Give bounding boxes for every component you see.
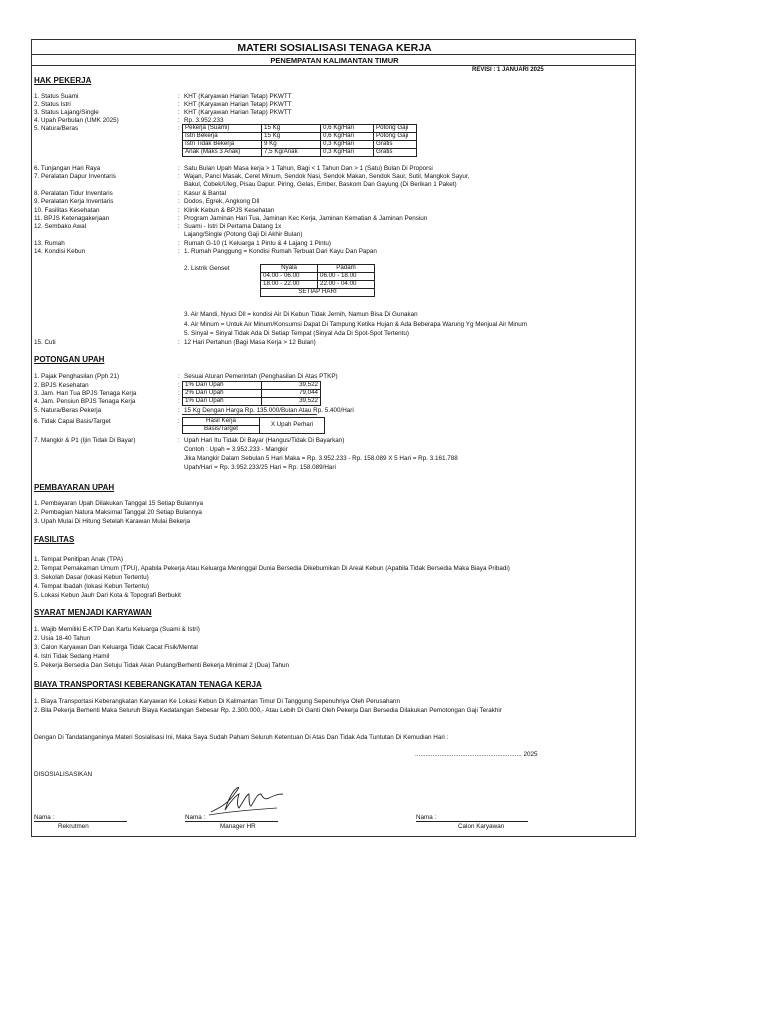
section-heading-potongan: POTONGAN UPAH (34, 355, 105, 364)
pembayaran-item: 2. Pembagian Natura Maksimal Tanggal 20 Setiap Bulannya (34, 509, 202, 516)
divider (32, 65, 635, 66)
genset-footer: SETIAP HARI (261, 289, 375, 297)
hak-label: 10. Fasilitas Kesehatan (34, 207, 100, 214)
kebun-item: 3. Air Mandi, Nyuci Dll = kondisi Air Di Kebun Tidak Jernih, Namun Bisa Di Gunakan (184, 311, 418, 318)
natura-cell: 9 Kg (262, 141, 321, 149)
target-formula (182, 417, 325, 434)
kebun-item: 4. Air Minum = Untuk Air Minum/Konsumsi Dapat Di Tampung Ketika Hujan & Ada Beberapa Warung Yg Menjual Air Minum (184, 321, 528, 328)
section-heading-biaya: BIAYA TRANSPORTASI KEBERANGKATAN TENAGA KERJA (34, 680, 262, 689)
pembayaran-item: 1. Pembayaran Upah Dilakukan Tanggal 15 Setiap Bulannya (34, 500, 203, 507)
date-line: ............................................................. 2025 (415, 751, 538, 758)
genset-table (260, 264, 375, 297)
hak-value: Rumah G-10 (1 Keluarga 1 Pintu & 4 Lajang 1 Pintu) (184, 240, 332, 247)
syarat-item: 3. Calon Karyawan Dan Keluarga Tidak Cacat Fisik/Mental (34, 644, 198, 651)
hak-label: 2. Status Istri (34, 101, 71, 108)
hak-label: 13. Rumah (34, 240, 65, 247)
hak-value: 1. Rumah Panggung = Kondisi Rumah Terbuat Dari Kayu Dan Papan (184, 248, 377, 255)
signature-role: Manager HR (220, 823, 256, 830)
hak-value: Klinik Kebun & BPJS Kesehatan (184, 207, 275, 214)
kebun-item: 5. Sinyal = Sinyal Tidak Ada Di Setiap Tempat (Sinyal Ada Di Spot-Spot Tertentu) (184, 330, 410, 337)
hak-label: 11. BPJS Ketenagakerjaan (34, 215, 110, 222)
genset-header: Nyala (261, 265, 318, 273)
signature-name-prefix: Nama : (185, 814, 206, 821)
potongan-label: 2. BPJS Kesehatan (34, 382, 89, 389)
natura-cell: 0,3 Kg/Hari (321, 149, 374, 157)
potongan-label: 1. Pajak Penghasilan (Pph 21) (34, 373, 120, 380)
divider (32, 54, 635, 55)
hak-label: 4. Upah Perbulan (UMK 2025) (34, 117, 119, 124)
hak-value: KHT (Karyawan Harian Tetap) PKWTT (184, 93, 292, 100)
hak-value: 12 Hari Pertahun (Bagi Masa Kerja > 12 Bulan) (184, 339, 316, 346)
potongan-label: 6. Tidak Capai Basis/Target (34, 418, 111, 425)
syarat-item: 5. Pekerja Bersedia Dan Setuju Tidak Akan Pulang/Berhenti Bekerja Minimal 2 (Dua) Tahun (34, 662, 290, 669)
hak-value: Kasur & Bantal (184, 190, 227, 197)
section-heading-fasilitas: FASILITAS (34, 535, 75, 544)
hak-label: 12. Sembako Awal (34, 223, 87, 230)
bpjs-desc: 1% Dari Upah (183, 382, 262, 390)
bpjs-amount: 39,522 (262, 382, 321, 390)
fasilitas-item: 4. Tempat Ibadah (lokasi Kebun Tertentu) (34, 583, 149, 590)
potongan-label: 3. Jam. Hari Tua BPJS Tenaga Kerja (34, 390, 137, 397)
syarat-item: 4. Istri Tidak Sedang Hamil (34, 653, 110, 660)
section-heading-syarat: SYARAT MENJADI KARYAWAN (34, 608, 152, 617)
natura-cell: 7,5 Kg/Anak (262, 149, 321, 157)
mangkir-line: Jika Mangkir Dalam Sebulan 5 Hari Maka = Rp. 3.952.233 - Rp. 158.089 X 5 Hari = Rp. 3.161.788 (184, 455, 458, 462)
formula-multiplier: X Upah Perhari (260, 418, 325, 434)
formula-denominator: Basis/Target (183, 426, 260, 434)
mangkir-line: Upah/Hari = Rp. 3.952.233/25 Hari = Rp. 158.089/Hari (184, 464, 336, 471)
hak-value: Suami - Istri Di Pertama Datang 1x (184, 223, 282, 230)
genset-cell: 06.00 - 18.00 (318, 273, 375, 281)
hak-value: Bakul, Cobek/Uleg, Pisau Dapur. Piring, Gelas, Ember, Baskom Dan Gayung (Di Berikan 1 Paket) (184, 181, 457, 188)
natura-cell: Potong Gaji (374, 133, 417, 141)
signature-role: Rekrutmen (58, 823, 89, 830)
natura-cell: 15 Kg (262, 133, 321, 141)
natura-cell: Gratis (374, 141, 417, 149)
fasilitas-item: 3. Sekolah Dasar (lokasi Kebun Tertentu) (34, 574, 149, 581)
natura-cell: 15 Kg (262, 125, 321, 133)
hak-value: KHT (Karyawan Harian Tetap) PKWTT (184, 109, 292, 116)
closing-statement: Dengan Di Tandatanganinya Materi Sosialisasi Ini, Maka Saya Sudah Paham Seluruh Ketentuan Di Atas Dan Tidak Ada Tuntutan Di Kemudian Hari : (34, 734, 449, 741)
natura-cell: Anak (Maks 3 Anak) (183, 149, 262, 157)
section-heading-hak: HAK PEKERJA (34, 76, 92, 85)
hak-value: Program Jaminan Hari Tua, Jaminan Kec Kerja, Jaminan Kematian & Jaminan Pensiun (184, 215, 428, 222)
natura-cell: Pekerja (Suami) (183, 125, 262, 133)
natura-row (183, 149, 417, 157)
hak-label: 15. Cuti (34, 339, 56, 346)
document-title: MATERI SOSIALISASI TENAGA KERJA (237, 42, 432, 54)
signature-role: Calon Karyawan (458, 823, 505, 830)
natura-cell: Potong Gaji (374, 125, 417, 133)
bpjs-amount: 79,044 (262, 390, 321, 398)
hak-value: Rp. 3.952.233 (184, 117, 224, 124)
syarat-item: 2. Usia 18-40 Tahun (34, 635, 91, 642)
genset-header: Padam (318, 265, 375, 273)
hak-label: 3. Status Lajang/Single (34, 109, 99, 116)
bpjs-desc: 2% Dari Upah (183, 390, 262, 398)
hak-label: 5. Natura/Beras (34, 125, 79, 132)
natura-cell: Istri Tidak Bekerja (183, 141, 262, 149)
genset-cell: 18.00 - 22.00 (261, 281, 318, 289)
fasilitas-item: 1. Tempat Penitipan Anak (TPA) (34, 556, 124, 563)
hak-label: 6. Tunjangan Hari Raya (34, 165, 101, 172)
potongan-label: 5. Natura/Beras Pekerja (34, 407, 102, 414)
biaya-item: 1. Biaya Transportasi Keberangkatan Karyawan Ke Lokasi Kebun Di Kalimantan Timur Di Tanggung Sepenuhnya Oleh Perusahann (34, 698, 401, 705)
signature-name-prefix: Nama : (416, 814, 437, 821)
bpjs-amount: 39,522 (262, 398, 321, 406)
natura-cell: 0,3 Kg/Hari (321, 141, 374, 149)
signature-name-prefix: Nama : (34, 814, 55, 821)
hak-label: 9. Peralatan Kerja Inventaris (34, 198, 114, 205)
document-page: MATERI SOSIALISASI TENAGA KERJA PENEMPATAN KALIMANTAN TIMUR REVISI : 1 JANUARI 2025 HAK PEKERJA 1. Status Suami : KHT (Karyawan Harian Tetap) PKWTT 2. Status Istri : KHT (Karyawan Harian Tetap) PKWTT 3. Status Lajang/Single : KHT (Karyawan Harian Tetap) PKWTT 4. Upah Perbulan (UMK 2025) : Rp. 3.952.233 5. Natura/Beras : Pekerja (Suami) 15 Kg 0,6 Kg/Hari Potong Gaji Istri Bekerja 15 Kg 0,6 Kg/Hari Potong Gaji Istri Tidak Bekerja 9 Kg 0,3 Kg/Hari Gratis Anak (Maks 3 Anak) 7,5 Kg/Anak 0,3 Kg/Hari Gratis 2. Listrik Genset Nyala Padam 04.00 - 06.00 06.00 - 18.00 18.00 - 22.00 22.00 - 04.00 SETIAP HARI 3. Air Mandi, Nyuci Dll = kondisi Air Di Kebun Tidak Jernih, Namun Bisa Di Gunakan 4. Air Minum = Untuk Air Minum/Konsumsi Dapat Di Tampung Ketika Hujan & Ada Beberapa Warung Yg Menjual Air Minum 5. Sinyal = Sinyal Tidak Ada Di Setiap Tempat (Sinyal Ada Di Spot-Spot Tertentu) 15. Cuti : 12 Hari Pertahun (Bagi Masa Kerja > 12 Bulan) POTONGAN UPAH 1. Pajak Penghasilan (Pph 21) : Sesuai Aturan Pemerintah (Penghasilan Di Atas PTKP) 2. BPJS Kesehatan : 3. Jam. Hari Tua BPJS Tenaga Kerja : 4. Jam. Pensiun BPJS Tenaga Kerja : 1% Dari Upah 39,522 2% Dari Upah 79,044 1% Dari Upah 39,522 5. Natura/Beras Pekerja : 15 Kg Dengan Harga Rp. 135.000/Bulan Atau Rp. 5.400/Hari 6. Tidak Capai Basis/Target : Hasil Kerja X Upah Perhari Basis/Target 7. Mangkir & P1 (Ijin Tidak Di Bayar) : Upah Hari Itu Tidak Di Bayar (Hangus/Tidak Di Bayarkan) Contoh : Upah = 3.952.233 - Mangkir Jika Mangkir Dalam Sebulan 5 Hari Maka = Rp. 3.952.233 - Rp. 158.089 X 5 Hari = Rp. 3.161.788 Upah/Hari = Rp. 3.952.233/25 Hari = Rp. 158.089/Hari PEMBAYARAN UPAH 1. Pembayaran Upah Dilakukan Tanggal 15 Setiap Bulannya 2. Pembagian Natura Maksimal Tanggal 20 Setiap Bulannya 3. Upah Mulai Di Hitung Setelah Karawan Mulai Bekerja FASILITAS 1. Tempat Penitipan Anak (TPA) 2. Tempat Pemakaman Umum (TPU), Apabila Pekerja Atau Keluarga Meninggal Dunia Bersedia Dikebumikan Di Areal Kebun (Apabila Tidak Bersedia Maka Biaya Pribadi) 3. Sekolah Dasar (lokasi Kebun Tertentu) 4. Tempat Ibadah (lokasi Kebun Tertentu) 5. Lokasi Kebun Jauh Dari Kota & Topografi Berbukit SYARAT MENJADI KARYAWAN 1. Wajib Memiliki E-KTP Dan Kartu Keluarga (Suami & Istri) 2. Usia 18-40 Tahun 3. Calon Karyawan Dan Keluarga Tidak Cacat Fisik/Mental 4. Istri Tidak Sedang Hamil 5. Pekerja Bersedia Dan Setuju Tidak Akan Pulang/Berhenti Bekerja Minimal 2 (Dua) Tahun BIAYA TRANSPORTASI KEBERANGKATAN TENAGA KERJA 1. Biaya Transportasi Keberangkatan Karyawan Ke Lokasi Kebun Di Kalimantan Timur Di Tanggung Sepenuhnya Oleh Perusahann 2. Bila Pekerja Berhenti Maka Seluruh Biaya Kedatangan Sebesar Rp. 2.300.000,- Atau Lebih Di Ganti Oleh Pekerja Dan Bersedia Dilakukan Pemotongan Gaji Terakhir Dengan Di Tandatanganinya Materi Sosialisasi Ini, Maka Saya Sudah Paham Seluruh Ketentuan Di Atas Dan Tidak Ada Tuntutan Di Kemudian Hari : ............................................................. 2025 DISOSIALISASIKAN Nama : Rekrutmen Nama : Manager HR Nama : Calon Karyawan 6. Tunjangan Hari Raya : Satu Bulan Upah Masa kerja > 1 Tahun, Bagi < 1 Tahun Dan > 1 (Satu) Bulan Di Proporsi 7. Peralatan Dapur Inventaris : Wajan, Panci Masak, Ceret Minum, Sendok Nasi, Sendok Makan, Sendok Saur, Sutil, Mangkok Sayur, Bakul, Cobek/Uleg, Pisau Dapur. Piring, Gelas, Ember, Baskom Dan Gayung (Di Berikan 1 Paket) 8. Peralatan Tidur Inventaris : Kasur & Bantal 9. Peralatan Kerja Inventaris : Dodos, Egrek, Angkong Dll 10. Fasilitas Kesehatan : Klinik Kebun & BPJS Kesehatan 11. BPJS Ketenagakerjaan : Program Jaminan Hari Tua, Jaminan Kec Kerja, Jaminan Kematian & Jaminan Pensiun 12. Sembako Awal : Suami - Istri Di Pertama Datang 1x Lajang/Single (Potong Gaji Di Akhir Bulan) 13. Rumah : Rumah G-10 (1 Keluarga 1 Pintu & 4 Lajang 1 Pintu) 14. Kondisi Kebun : 1. Rumah Panggung = Kondisi Rumah Terbuat Dari Kayu Dan Papan (31, 39, 636, 837)
hak-label: 14. Kondisi Kebun (34, 248, 86, 255)
potongan-value: Sesuai Aturan Pemerintah (Penghasilan Di Atas PTKP) (184, 373, 338, 380)
section-heading-pembayaran: PEMBAYARAN UPAH (34, 483, 115, 492)
natura-cell: 0,6 Kg/Hari (321, 125, 374, 133)
genset-label: 2. Listrik Genset (184, 265, 230, 272)
mangkir-line: Upah Hari Itu Tidak Di Bayar (Hangus/Tidak Di Bayarkan) (184, 437, 345, 444)
mangkir-line: Contoh : Upah = 3.952.233 - Mangkir (184, 446, 288, 453)
genset-cell: 22.00 - 04.00 (318, 281, 375, 289)
hak-label: 1. Status Suami (34, 93, 79, 100)
natura-table (182, 124, 417, 157)
potongan-value: 15 Kg Dengan Harga Rp. 135.000/Bulan Atau Rp. 5.400/Hari (184, 407, 354, 414)
disosialisasikan-label: DISOSIALISASIKAN (34, 771, 93, 778)
fasilitas-item: 2. Tempat Pemakaman Umum (TPU), Apabila Pekerja Atau Keluarga Meninggal Dunia Bersedia Dikebumikan Di Areal Kebun (Apabila Tidak Bersedia Maka Biaya Pribadi) (34, 565, 510, 572)
hak-value: Satu Bulan Upah Masa kerja > 1 Tahun, Bagi < 1 Tahun Dan > 1 (Satu) Bulan Di Proporsi (184, 165, 433, 172)
natura-cell: Istri Bekerja (183, 133, 262, 141)
pembayaran-item: 3. Upah Mulai Di Hitung Setelah Karawan Mulai Bekerja (34, 518, 191, 525)
hak-label: 7. Peralatan Dapur Inventaris (34, 173, 116, 180)
signature (207, 782, 287, 818)
document-subtitle: PENEMPATAN KALIMANTAN TIMUR (270, 56, 399, 65)
bpjs-table (182, 381, 321, 406)
fasilitas-item: 5. Lokasi Kebun Jauh Dari Kota & Topografi Berbukit (34, 592, 181, 599)
potongan-label: 7. Mangkir & P1 (Ijin Tidak Di Bayar) (34, 437, 136, 444)
hak-value: Dodos, Egrek, Angkong Dll (184, 198, 260, 205)
natura-cell: Gratis (374, 149, 417, 157)
hak-value: Wajan, Panci Masak, Ceret Minum, Sendok Nasi, Sendok Makan, Sendok Saur, Sutil, Mangkok Sayur, (184, 173, 470, 180)
formula-numerator: Hasil Kerja (183, 418, 260, 426)
bpjs-desc: 1% Dari Upah (183, 398, 262, 406)
biaya-item: 2. Bila Pekerja Berhenti Maka Seluruh Biaya Kedatangan Sebesar Rp. 2.300.000,- Atau Lebih Di Ganti Oleh Pekerja Dan Bersedia Dilakukan Pemotongan Gaji Terakhir (34, 707, 502, 714)
syarat-item: 1. Wajib Memiliki E-KTP Dan Kartu Keluarga (Suami & Istri) (34, 626, 200, 633)
revision-date: REVISI : 1 JANUARI 2025 (472, 67, 544, 73)
hak-value: KHT (Karyawan Harian Tetap) PKWTT (184, 101, 292, 108)
hak-value: Lajang/Single (Potong Gaji Di Akhir Bulan) (184, 231, 303, 238)
genset-cell: 04.00 - 06.00 (261, 273, 318, 281)
natura-cell: 0,6 Kg/Hari (321, 133, 374, 141)
hak-label: 8. Peralatan Tidur Inventaris (34, 190, 113, 197)
potongan-label: 4. Jam. Pensiun BPJS Tenaga Kerja (34, 398, 136, 405)
